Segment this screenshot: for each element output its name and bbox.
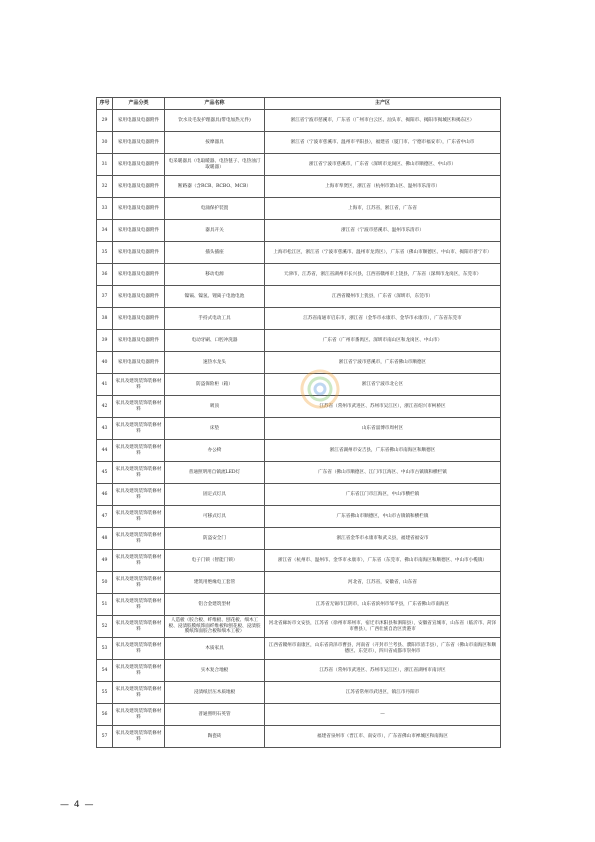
cell-no: 49 [97, 550, 113, 572]
cell-category: 家具及建筑装饰装修材料 [113, 572, 165, 594]
cell-category: 家具及建筑装饰装修材料 [113, 440, 165, 462]
table-row [97, 264, 501, 286]
cell-no: 45 [97, 462, 113, 484]
table-row [97, 550, 501, 572]
table-row [97, 110, 501, 132]
cell-product: 电采暖器具（电取暖器、电热毯子、电热油汀取暖器） [165, 154, 265, 176]
cell-product: 实木复合地板 [165, 660, 265, 682]
cell-category: 家具及建筑装饰装修材料 [113, 506, 165, 528]
cell-no: 31 [97, 154, 113, 176]
cell-no: 53 [97, 638, 113, 660]
header-area: 主产区 [265, 98, 501, 110]
table-row [97, 484, 501, 506]
header-product: 产品名称 [165, 98, 265, 110]
cell-area: 山东省淄博市周村区 [265, 418, 501, 440]
cell-category: 家用电器及电器附件 [113, 176, 165, 198]
cell-no: 42 [97, 396, 113, 418]
cell-category: 家具及建筑装饰装修材料 [113, 616, 165, 638]
cell-category: 家用电器及电器附件 [113, 308, 165, 330]
cell-category: 家具及建筑装饰装修材料 [113, 374, 165, 396]
cell-product: 电子门锁（智能门锁） [165, 550, 265, 572]
cell-category: 家具及建筑装饰装修材料 [113, 726, 165, 748]
cell-area: — [265, 704, 501, 726]
cell-category: 家具及建筑装饰装修材料 [113, 682, 165, 704]
cell-no: 57 [97, 726, 113, 748]
cell-product: 镍镉、镍氢、锂离子电池电池 [165, 286, 265, 308]
cell-product: 断路器（含RCB、RCBO、MCB） [165, 176, 265, 198]
cell-area: 浙江省（宁波市慈溪市、温州市平阳县），福建省（厦门市、宁德市福安市），广东省中山市 [265, 132, 501, 154]
cell-product: 铝合金建筑型材 [165, 594, 265, 616]
table-row [97, 506, 501, 528]
cell-no: 46 [97, 484, 113, 506]
table-row [97, 286, 501, 308]
table-row [97, 440, 501, 462]
cell-category: 家用电器及电器附件 [113, 264, 165, 286]
cell-no: 40 [97, 352, 113, 374]
cell-product: 防盗安全门 [165, 528, 265, 550]
cell-product: 吸顶 [165, 396, 265, 418]
cell-area: 上海市松江区，浙江省（宁波市慈溪市、温州市龙湾区），广东省（佛山市顺德区、中山市、揭阳市普宁市） [265, 242, 501, 264]
cell-area: 福建省泉州市（晋江市、南安市），广东省佛山市禅城区和南海区 [265, 726, 501, 748]
cell-category: 家具及建筑装饰装修材料 [113, 550, 165, 572]
cell-area: 浙江省宁波市慈溪市，广东省（深圳市龙岗区、佛山市顺德区、中山市） [265, 154, 501, 176]
table-row [97, 198, 501, 220]
table-row [97, 220, 501, 242]
cell-product: 木质家具 [165, 638, 265, 660]
cell-product: 手持式电动工具 [165, 308, 265, 330]
cell-product: 普通照明用自镇流LED灯 [165, 462, 265, 484]
product-table [96, 97, 501, 748]
table-header-row [97, 98, 501, 110]
cell-product: 电涌保护装置 [165, 198, 265, 220]
cell-no: 32 [97, 176, 113, 198]
table-row [97, 660, 501, 682]
cell-area: 广东省江门市江海区，中山市横栏镇 [265, 484, 501, 506]
cell-area: 江苏省（常州市武进区、苏州市吴江区），浙江省湖州市南浔区 [265, 660, 501, 682]
cell-no: 44 [97, 440, 113, 462]
cell-category: 家具及建筑装饰装修材料 [113, 660, 165, 682]
cell-category: 家具及建筑装饰装修材料 [113, 594, 165, 616]
cell-area: 浙江省（宁波市慈溪市、温州市乐清市） [265, 220, 501, 242]
cell-area: 浙江省宁波市慈溪市，广东省（广州市白云区、汕头市、揭阳市、揭阳市揭城区和揭东区） [265, 110, 501, 132]
cell-product: 办公椅 [165, 440, 265, 462]
table-row [97, 726, 501, 748]
cell-product: 器具开关 [165, 220, 265, 242]
cell-no: 35 [97, 242, 113, 264]
cell-no: 54 [97, 660, 113, 682]
page-number: — 4 — [60, 800, 95, 810]
cell-area: 江苏省常州市武进区，镇江市丹阳市 [265, 682, 501, 704]
cell-product: 饮水及毛发护理器具(带电加热元件) [165, 110, 265, 132]
table-row [97, 682, 501, 704]
cell-category: 家用电器及电器附件 [113, 242, 165, 264]
cell-category: 家具及建筑装饰装修材料 [113, 638, 165, 660]
cell-no: 30 [97, 132, 113, 154]
cell-area: 浙江省宁波市北仑区 [265, 374, 501, 396]
cell-area: 江西省赣州市上犹县，广东省（深圳市，东莞市） [265, 286, 501, 308]
cell-no: 41 [97, 374, 113, 396]
cell-category: 家用电器及电器附件 [113, 330, 165, 352]
cell-product: 普通照明石英管 [165, 704, 265, 726]
cell-area: 江苏省无锡市江阴市，山东省滨州市邹平县，广东省佛山市南海区 [265, 594, 501, 616]
cell-no: 29 [97, 110, 113, 132]
cell-area: 浙江省湖州市安吉县，广东省佛山市南海区和顺德区 [265, 440, 501, 462]
table-row [97, 462, 501, 484]
cell-no: 33 [97, 198, 113, 220]
cell-no: 43 [97, 418, 113, 440]
cell-category: 家具及建筑装饰装修材料 [113, 396, 165, 418]
cell-product: 按摩器具 [165, 132, 265, 154]
cell-category: 家用电器及电器附件 [113, 132, 165, 154]
table-row [97, 638, 501, 660]
table-row [97, 242, 501, 264]
cell-area: 广东省（佛山市顺德区、江门市江海区、中山市古镇镇和横栏镇 [265, 462, 501, 484]
cell-category: 家具及建筑装饰装修材料 [113, 462, 165, 484]
table-row [97, 176, 501, 198]
cell-category: 家具及建筑装饰装修材料 [113, 418, 165, 440]
cell-product: 速热水龙头 [165, 352, 265, 374]
cell-area: 江苏省南通市启东市，浙江省（金华市永康市、金华市永康市），广东省东莞市 [265, 308, 501, 330]
cell-area: 广东省佛山市顺德区，中山市古镇镇和横栏镇 [265, 506, 501, 528]
cell-category: 家用电器及电器附件 [113, 110, 165, 132]
table-row [97, 330, 501, 352]
cell-category: 家用电器及电器附件 [113, 154, 165, 176]
table-row [97, 154, 501, 176]
cell-product: 固定式灯具 [165, 484, 265, 506]
cell-product: 浸渍纸层压木质地板 [165, 682, 265, 704]
cell-area: 江苏省（常州市武进区、苏州市吴江区），浙江省绍兴市柯桥区 [265, 396, 501, 418]
table-row [97, 528, 501, 550]
cell-product: 插头插座 [165, 242, 265, 264]
cell-product: 移动电源 [165, 264, 265, 286]
cell-area: 天津市，江苏省，浙江省湖州市长兴县，江西省赣州市上饶县，广东省（深圳市龙岗区，东莞市） [265, 264, 501, 286]
cell-no: 50 [97, 572, 113, 594]
cell-no: 56 [97, 704, 113, 726]
cell-area: 广东省（广州市番禺区、深圳市南山区和龙岗区、中山市） [265, 330, 501, 352]
cell-no: 34 [97, 220, 113, 242]
table-row [97, 616, 501, 638]
cell-no: 36 [97, 264, 113, 286]
cell-category: 家用电器及电器附件 [113, 220, 165, 242]
cell-product: 防盗保险柜（箱） [165, 374, 265, 396]
cell-category: 家具及建筑装饰装修材料 [113, 528, 165, 550]
cell-no: 39 [97, 330, 113, 352]
cell-category: 家具及建筑装饰装修材料 [113, 484, 165, 506]
ucloud-watermark-logo [290, 360, 350, 418]
cell-area: 河北省廊坊市文安县，江苏省（徐州市邳州市、宿迁市沭阳县和泗阳县），安徽省宣城市，山东省（临沂市、菏泽市曹县），广西壮族自治区贵港市 [265, 616, 501, 638]
header-no: 序号 [97, 98, 113, 110]
table-row [97, 418, 501, 440]
table-row [97, 594, 501, 616]
cell-category: 家用电器及电器附件 [113, 286, 165, 308]
cell-no: 48 [97, 528, 113, 550]
cell-product: 人造板（胶合板、纤维板、刨花板、细木工板、浸渍胶膜纸饰面纤维板和刨花板、浸渍胶膜纸饰面胶合板和细木工板） [165, 616, 265, 638]
header-category: 产品分类 [113, 98, 165, 110]
table-body [97, 110, 501, 748]
table-row [97, 308, 501, 330]
cell-no: 38 [97, 308, 113, 330]
cell-category: 家具及建筑装饰装修材料 [113, 704, 165, 726]
cell-area: 浙江省宁波市慈溪市，广东省佛山市顺德区 [265, 352, 501, 374]
table-row [97, 132, 501, 154]
cell-product: 电动牙刷、口腔冲洗器 [165, 330, 265, 352]
cell-no: 52 [97, 616, 113, 638]
cell-area: 上海市奉贤区，浙江省（杭州市萧山区、温州市乐清市） [265, 176, 501, 198]
table-row [97, 572, 501, 594]
cell-area: 浙江省金华市永康市和武义县，福建省福安市 [265, 528, 501, 550]
cell-area: 江西省赣州市南康区，山东省菏泽市曹县，河南省（开封市兰考县、濮阳市清丰县），广东省（佛山市南海区和顺德区、东莞市），四川省成都市崇州市 [265, 638, 501, 660]
cell-product: 陶瓷砖 [165, 726, 265, 748]
cell-no: 55 [97, 682, 113, 704]
cell-no: 51 [97, 594, 113, 616]
cell-area: 河北省，江苏省，安徽省，山东省 [265, 572, 501, 594]
cell-no: 37 [97, 286, 113, 308]
cell-area: 上海市，江苏省，浙江省，广东省 [265, 198, 501, 220]
cell-area: 浙江省（杭州市、温州市、金华市永康市），广东省（东莞市、佛山市南海区和顺德区、中山市小榄镇） [265, 550, 501, 572]
cell-product: 床垫 [165, 418, 265, 440]
cell-category: 家用电器及电器附件 [113, 198, 165, 220]
cell-no: 47 [97, 506, 113, 528]
table-row [97, 704, 501, 726]
cell-product: 可移式灯具 [165, 506, 265, 528]
cell-product: 建筑用绝缘电工套管 [165, 572, 265, 594]
cell-category: 家用电器及电器附件 [113, 352, 165, 374]
